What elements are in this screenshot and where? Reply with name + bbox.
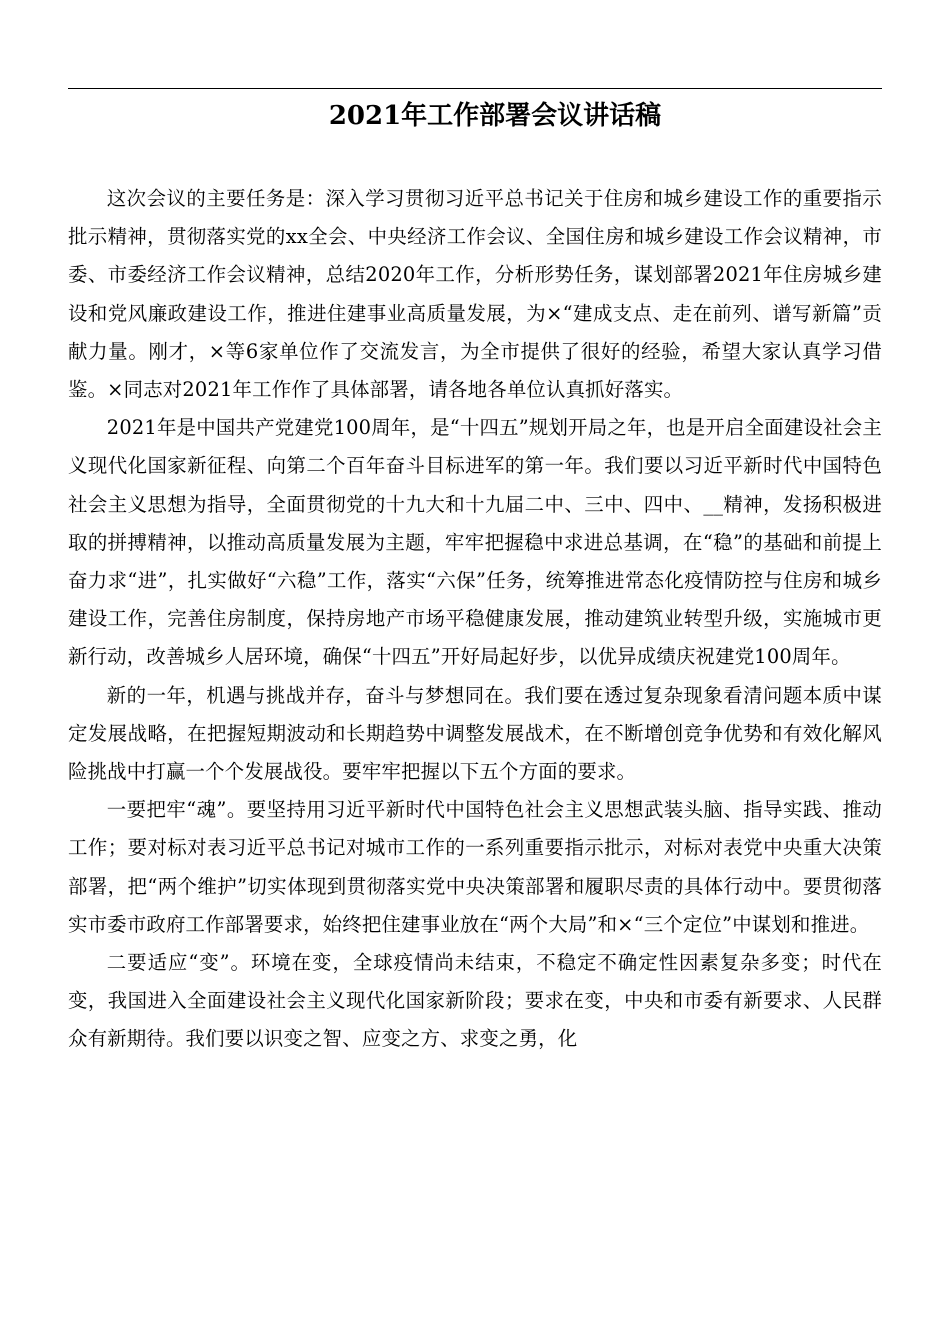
- header-rule: [68, 88, 882, 89]
- document-body: [68, 180, 882, 1059]
- paragraph-4: 一要把牢“魂”。要坚持用习近平新时代中国特色社会主义思想武装头脑、指导实践、推动工作；要对标对表习近平总书记对城市工作的一系列重要指示批示，对标对表党中央重大决策部署，把“两个维护”切实体现到贯彻落实党中央决策部署和履职尽责的具体行动中。要贯彻落实市委市政府工作部署要求，始终把住建事业放在“两个大局”和×“三个定位”中谋划和推进。: [68, 798, 882, 936]
- paragraph-5: 二要适应“变”。环境在变，全球疫情尚未结束，不稳定不确定性因素复杂多变；时代在变，我国进入全面建设社会主义现代化国家新阶段；要求在变，中央和市委有新要求、人民群众有新期待。我们要以识变之智、应变之方、求变之勇，化: [68, 951, 882, 1051]
- paragraph-1: 这次会议的主要任务是：深入学习贯彻习近平总书记关于住房和城乡建设工作的重要指示批示精神，贯彻落实党的xx全会、中央经济工作会议、全国住房和城乡建设工作会议精神，市委、市委经济工作会议精神，总结2020年工作，分析形势任务，谋划部署2021年住房城乡建设和党风廉政建设工作，推进住建事业高质量发展，为×“建成支点、走在前列、谱写新篇”贡献力量。刚才，×等6家单位作了交流发言，为全市提供了很好的经验，希望大家认真学习借鉴。×同志对2021年工作作了具体部署，请各地各单位认真抓好落实。: [68, 187, 882, 402]
- paragraph-2: 2021年是中国共产党建党100周年，是“十四五”规划开局之年，也是开启全面建设社会主义现代化国家新征程、向第二个百年奋斗目标进军的第一年。我们要以习近平新时代中国特色社会主义思想为指导，全面贯彻党的十九大和十九届二中、三中、四中、__精神，发扬积极进取的拼搏精神，以推动高质量发展为主题，牢牢把握稳中求进总基调，在“稳”的基础和前提上奋力求“进”，扎实做好“六稳”工作，落实“六保”任务，统筹推进常态化疫情防控与住房和城乡建设工作，完善住房制度，保持房地产市场平稳健康发展，推动建筑业转型升级，实施城市更新行动，改善城乡人居环境，确保“十四五”开好局起好步，以优异成绩庆祝建党100周年。: [68, 416, 882, 669]
- paragraph-3: 新的一年，机遇与挑战并存，奋斗与梦想同在。我们要在透过复杂现象看清问题本质中谋定发展战略，在把握短期波动和长期趋势中调整发展战术，在不断增创竞争优势和有效化解风险挑战中打赢一个个发展战役。要牢牢把握以下五个方面的要求。: [68, 683, 882, 784]
- document-title: 2021年工作部署会议讲话稿: [328, 101, 662, 131]
